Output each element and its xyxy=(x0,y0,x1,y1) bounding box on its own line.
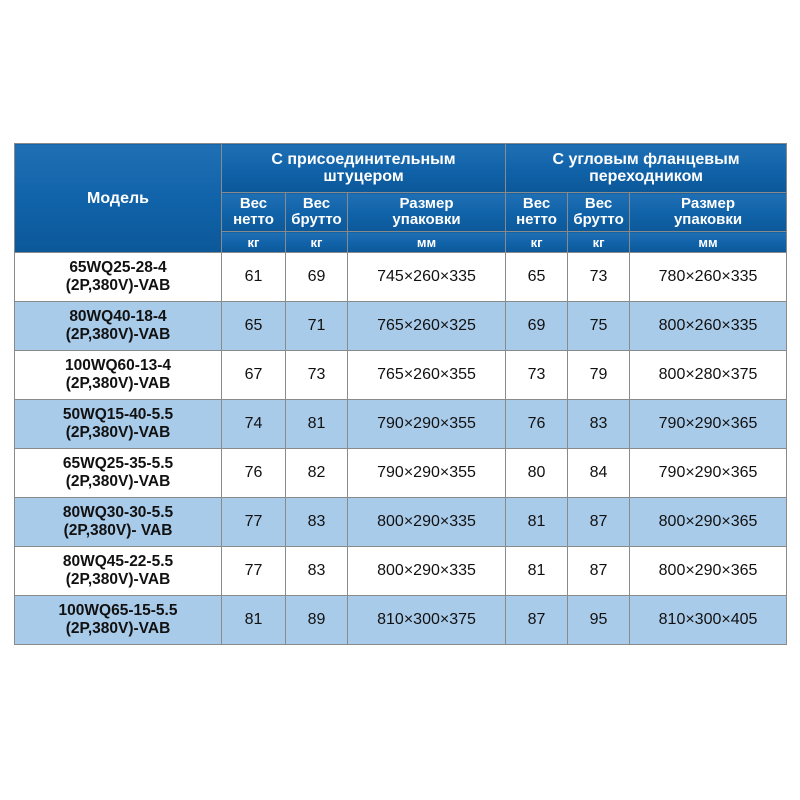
model-header-label: Модель xyxy=(87,189,149,207)
table-row xyxy=(15,547,787,596)
model-name: 80WQ45-22-5.5 xyxy=(62,553,174,570)
table-body xyxy=(15,253,787,645)
gross-weight-fitting: 83 xyxy=(286,547,348,596)
model-name: 100WQ60-13-4 xyxy=(65,357,171,374)
package-size-fitting: 790×290×355 xyxy=(348,449,506,498)
gross-weight-flange: 75 xyxy=(568,302,630,351)
unit-kg: кг xyxy=(506,232,568,253)
header-row-groups xyxy=(15,144,787,193)
gross-header-line2: брутто xyxy=(291,211,342,228)
net-weight-flange: 65 xyxy=(506,253,568,302)
model-cell xyxy=(15,253,222,302)
model-name: 50WQ15-40-5.5 xyxy=(62,406,174,423)
size-header-line2: упаковки xyxy=(392,211,461,228)
model-spec: (2P,380V)-VAB xyxy=(65,277,171,294)
net-header-line1: Вес xyxy=(522,195,551,212)
package-size-flange: 790×290×365 xyxy=(630,400,787,449)
model-spec: (2P,380V)-VAB xyxy=(65,571,171,588)
gross-weight-header xyxy=(568,193,630,232)
net-header-line1: Вес xyxy=(239,195,268,212)
size-header-line2: упаковки xyxy=(673,211,743,228)
net-weight-fitting: 77 xyxy=(222,498,286,547)
model-cell xyxy=(15,449,222,498)
gross-weight-fitting: 89 xyxy=(286,596,348,645)
spec-table-container xyxy=(14,143,786,645)
package-size-header xyxy=(348,193,506,232)
package-size-fitting: 800×290×335 xyxy=(348,498,506,547)
gross-weight-flange: 87 xyxy=(568,498,630,547)
model-spec: (2P,380V)-VAB xyxy=(65,326,171,343)
package-size-fitting: 800×290×335 xyxy=(348,547,506,596)
model-cell xyxy=(15,596,222,645)
package-size-flange: 780×260×335 xyxy=(630,253,787,302)
model-spec: (2P,380V)-VAB xyxy=(65,473,171,490)
net-weight-flange: 69 xyxy=(506,302,568,351)
model-cell xyxy=(15,302,222,351)
net-header-line2: нетто xyxy=(516,211,557,228)
model-spec: (2P,380V)-VAB xyxy=(65,375,171,392)
gross-weight-flange: 95 xyxy=(568,596,630,645)
net-weight-flange: 87 xyxy=(506,596,568,645)
unit-kg: кг xyxy=(568,232,630,253)
model-cell xyxy=(15,498,222,547)
model-name: 65WQ25-35-5.5 xyxy=(62,455,174,472)
model-name: 80WQ30-30-5.5 xyxy=(62,504,174,521)
net-weight-flange: 81 xyxy=(506,547,568,596)
gross-weight-fitting: 73 xyxy=(286,351,348,400)
table-row xyxy=(15,253,787,302)
gross-weight-flange: 84 xyxy=(568,449,630,498)
gross-header-line1: Вес xyxy=(302,195,331,212)
model-cell xyxy=(15,547,222,596)
gross-weight-fitting: 81 xyxy=(286,400,348,449)
gross-weight-fitting: 83 xyxy=(286,498,348,547)
package-size-flange: 800×290×365 xyxy=(630,498,787,547)
package-size-flange: 800×290×365 xyxy=(630,547,787,596)
package-size-flange: 790×290×365 xyxy=(630,449,787,498)
gross-weight-flange: 87 xyxy=(568,547,630,596)
net-header-line2: нетто xyxy=(233,211,274,228)
net-weight-fitting: 65 xyxy=(222,302,286,351)
table-row xyxy=(15,449,787,498)
model-name: 100WQ65-15-5.5 xyxy=(58,602,178,619)
gross-weight-flange: 73 xyxy=(568,253,630,302)
group1-header-line2: штуцером xyxy=(323,168,404,185)
net-weight-fitting: 74 xyxy=(222,400,286,449)
gross-weight-header xyxy=(286,193,348,232)
unit-kg: кг xyxy=(222,232,286,253)
model-spec: (2P,380V)- VAB xyxy=(63,522,173,539)
package-size-flange: 810×300×405 xyxy=(630,596,787,645)
model-cell xyxy=(15,400,222,449)
group-header-fitting xyxy=(222,144,506,193)
package-size-fitting: 790×290×355 xyxy=(348,400,506,449)
package-size-flange: 800×260×335 xyxy=(630,302,787,351)
net-weight-flange: 80 xyxy=(506,449,568,498)
unit-kg: кг xyxy=(286,232,348,253)
package-size-fitting: 810×300×375 xyxy=(348,596,506,645)
net-weight-fitting: 61 xyxy=(222,253,286,302)
package-size-fitting: 745×260×335 xyxy=(348,253,506,302)
net-weight-fitting: 81 xyxy=(222,596,286,645)
gross-weight-fitting: 69 xyxy=(286,253,348,302)
gross-weight-flange: 83 xyxy=(568,400,630,449)
model-cell xyxy=(15,351,222,400)
package-size-fitting: 765×260×325 xyxy=(348,302,506,351)
package-size-flange: 800×280×375 xyxy=(630,351,787,400)
unit-mm: мм xyxy=(348,232,506,253)
gross-header-line1: Вес xyxy=(584,195,613,212)
group2-header-line1: С угловым фланцевым xyxy=(552,151,740,168)
model-column-header xyxy=(15,144,222,253)
table-row xyxy=(15,596,787,645)
gross-weight-flange: 79 xyxy=(568,351,630,400)
net-weight-flange: 76 xyxy=(506,400,568,449)
gross-header-line2: брутто xyxy=(573,211,624,228)
group1-header-line1: С присоединительным xyxy=(271,151,456,168)
group-header-flange xyxy=(506,144,787,193)
pump-weights-table xyxy=(14,143,787,645)
size-header-line1: Размер xyxy=(399,195,454,212)
net-weight-fitting: 76 xyxy=(222,449,286,498)
package-size-header xyxy=(630,193,787,232)
net-weight-header xyxy=(222,193,286,232)
net-weight-fitting: 77 xyxy=(222,547,286,596)
net-weight-flange: 81 xyxy=(506,498,568,547)
model-spec: (2P,380V)-VAB xyxy=(65,620,171,637)
table-row xyxy=(15,400,787,449)
group2-header-line2: переходником xyxy=(589,168,703,185)
gross-weight-fitting: 71 xyxy=(286,302,348,351)
model-name: 80WQ40-18-4 xyxy=(69,308,167,325)
package-size-fitting: 765×260×355 xyxy=(348,351,506,400)
net-weight-fitting: 67 xyxy=(222,351,286,400)
model-spec: (2P,380V)-VAB xyxy=(65,424,171,441)
net-weight-header xyxy=(506,193,568,232)
gross-weight-fitting: 82 xyxy=(286,449,348,498)
table-row xyxy=(15,351,787,400)
size-header-line1: Размер xyxy=(681,195,736,212)
table-header xyxy=(15,144,787,253)
table-row xyxy=(15,302,787,351)
model-name: 65WQ25-28-4 xyxy=(69,259,167,276)
table-row xyxy=(15,498,787,547)
unit-mm: мм xyxy=(630,232,787,253)
net-weight-flange: 73 xyxy=(506,351,568,400)
